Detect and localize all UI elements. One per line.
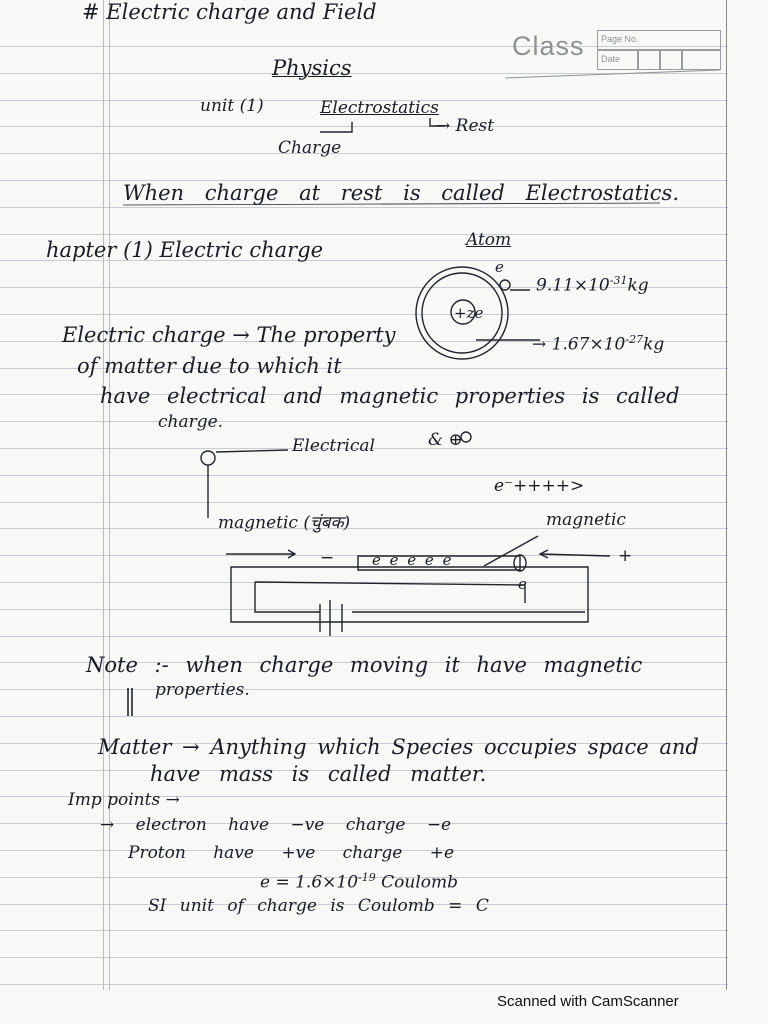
unit-title: Electrostatics (320, 98, 439, 118)
electron-flow: e⁻++++> (494, 476, 585, 496)
wire-minus: − (320, 548, 335, 568)
note-line2: properties. (155, 680, 250, 700)
charge-label: Charge (278, 138, 342, 158)
date-label: Date (601, 54, 621, 64)
subject-heading: Physics (272, 56, 352, 80)
page-title: # Electric charge and Field (82, 0, 377, 24)
conductor-rod (358, 556, 520, 570)
page-no-label: Page No. (601, 34, 639, 44)
proton-mass-exp: -27 (625, 333, 644, 346)
nucleus-label: +ze (454, 304, 484, 322)
electrical-label: Electrical (292, 436, 375, 456)
definition-text: When charge at rest is called Electrostatics. (123, 181, 680, 205)
atom-label: Atom (466, 230, 512, 250)
imp-points-heading: Imp points → (68, 790, 180, 810)
matter-line2: have mass is called matter. (150, 762, 487, 786)
wire-e: e (518, 575, 527, 593)
unit-label: unit (1) (200, 96, 264, 116)
atom-electron (500, 280, 510, 290)
wire-charges: e e e e e (372, 551, 454, 569)
si-unit-line: SI unit of charge is Coulomb = C (148, 896, 489, 916)
electron-mass-value: 9.11×10 (536, 275, 610, 296)
electron-charge-line: → electron have −ve charge −e (100, 815, 452, 835)
brand-logo: Class (512, 31, 585, 61)
charge-circle-icon (201, 451, 215, 465)
magnetic-label: magnetic (चुंबक) (218, 513, 351, 533)
battery-symbol (320, 600, 585, 636)
ec-definition-line3: have electrical and magnetic properties is called (100, 384, 680, 408)
electron-label: e (495, 258, 504, 276)
scanner-watermark: Scanned with CamScanner (497, 993, 679, 1010)
e-value: e = 1.6×10 (260, 872, 359, 893)
e-value-exp: -19 (358, 871, 376, 884)
circuit-outer (231, 567, 588, 622)
atom-nucleus (451, 300, 475, 324)
plus-circle-icon (461, 432, 471, 442)
ec-definition-line1: Electric charge → The property (62, 323, 396, 347)
chapter-heading: hapter (1) Electric charge (46, 238, 324, 262)
electron-mass-unit: kg (627, 275, 649, 296)
magnetic-label-2: magnetic (546, 510, 626, 530)
proton-mass-unit: kg (643, 334, 665, 355)
e-value-unit: Coulomb (381, 872, 459, 893)
proton-charge-line: Proton have +ve charge +e (128, 843, 455, 863)
atom-outer-orbit (416, 267, 508, 359)
wire-plus: + (618, 546, 633, 566)
ec-definition-line4: charge. (158, 412, 224, 432)
rest-label: → Rest (436, 116, 495, 136)
ec-definition-line2: of matter due to which it (77, 354, 342, 378)
electrical-symbols: & ⊕ (428, 430, 463, 450)
matter-line1: Matter → Anything which Species occupies space and (98, 735, 699, 759)
electron-mass-exp: -31 (609, 274, 628, 287)
note-line1: Note :- when charge moving it have magnetic (86, 653, 643, 677)
proton-mass-value: → 1.67×10 (532, 334, 626, 355)
